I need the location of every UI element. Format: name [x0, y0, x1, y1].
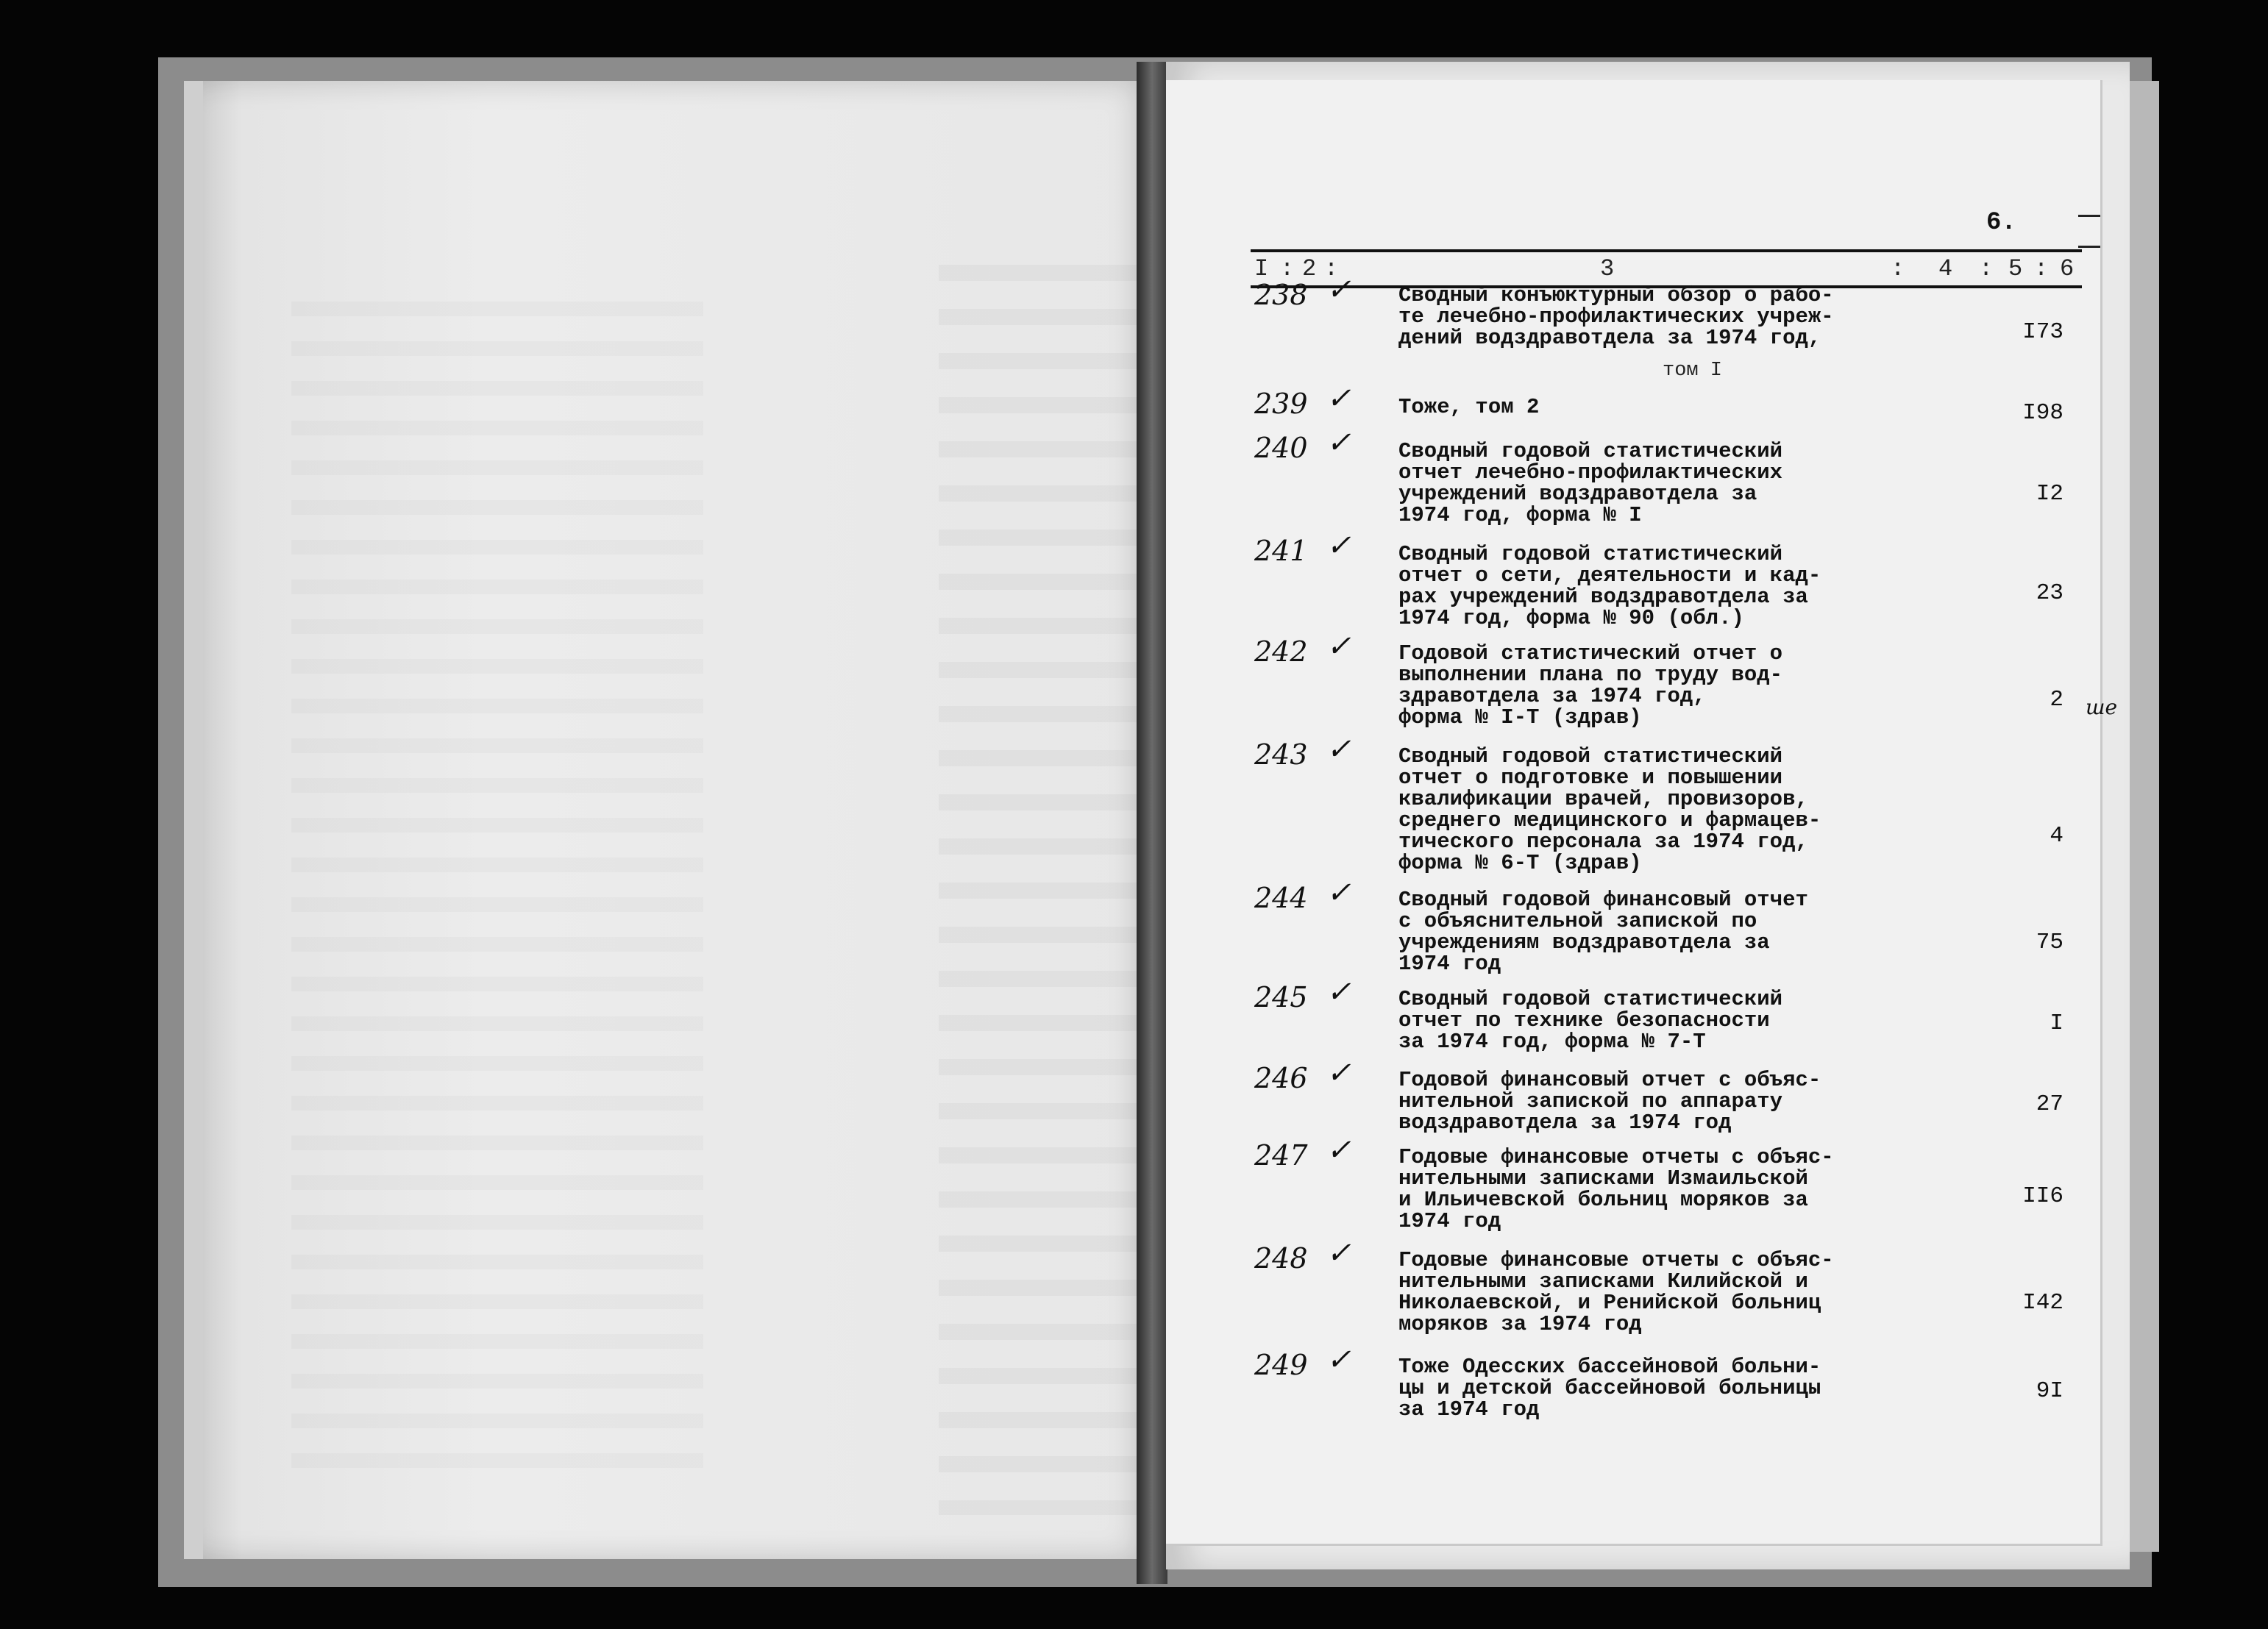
book-spine [1137, 62, 1167, 1584]
right-page [1166, 62, 2130, 1569]
entry-number: 241 [1254, 535, 1308, 567]
entry-title: Сводный годовой статистический отчет о сети, деятельности и кад- рах учреждений водздравотдела за 1974 год, форма № 90 (обл.) [1398, 542, 1821, 630]
header-separator: : [1324, 255, 1339, 282]
sheet-count: 27 [2036, 1091, 2063, 1117]
entry-title: Сводный годовой статистический отчет о подготовке и повышении квалификации врачей, провизоров, среднего медицинского и фармацев- тического персонала за 1974 год, форма № 6-Т (здрав) [1398, 744, 1821, 875]
check-mark: ✓ [1326, 732, 1351, 766]
check-mark: ✓ [1326, 975, 1351, 1009]
header-col-3: 3 [1600, 255, 1615, 282]
sheet-count: 4 [2050, 823, 2063, 849]
entry-title: Годовые финансовые отчеты с объяс- нительными записками Измаильской и Ильичевской больниц моряков за 1974 год [1398, 1145, 1834, 1233]
entry-number: 249 [1254, 1349, 1308, 1381]
margin-mark [2078, 215, 2100, 217]
entry-subtitle: том I [1663, 360, 1723, 382]
sheet-count: I2 [2036, 481, 2063, 507]
left-page-blank [184, 81, 1159, 1559]
header-col-4: 4 [1938, 255, 1953, 282]
header-col-5: 5 [2008, 255, 2023, 282]
sheet-count: 2 [2050, 687, 2063, 713]
entry-title: Сводный годовой статистический отчет по технике безопасности за 1974 год, форма № 7-Т [1398, 987, 1783, 1054]
entry-title: Годовой финансовый отчет с объяс- нительной запиской по аппарату водздравотдела за 1974 год [1398, 1068, 1821, 1135]
entry-number: 243 [1254, 738, 1308, 771]
header-separator: : [1891, 255, 1905, 282]
entry-number: 247 [1254, 1139, 1308, 1172]
entry-number: 245 [1254, 981, 1308, 1013]
entry-title: Годовые финансовые отчеты с объяс- нительными записками Килийской и Николаевской, и Ренийской больниц моряков за 1974 год [1398, 1248, 1834, 1336]
header-separator: : [1280, 255, 1295, 282]
sheet-count: 9I [2036, 1378, 2063, 1404]
page-number: 6. [1986, 209, 2016, 237]
entry-title: Сводный годовой финансовый отчет с объяснительной запиской по учреждениям водздравотдела за 1974 год [1398, 888, 1808, 976]
sheet-count: 23 [2036, 580, 2063, 606]
entry-number: 248 [1254, 1242, 1308, 1275]
entry-number: 246 [1254, 1062, 1308, 1094]
check-mark: ✓ [1326, 1236, 1351, 1270]
sheet-count: I42 [2022, 1290, 2063, 1316]
entry-title: Сводный конъюктурный обзор о рабо- те лечебно-профилактических учреж- дений водздравотдела за 1974 год, [1398, 283, 1834, 350]
inventory-sheet [1166, 80, 2102, 1546]
header-col-1: I [1254, 255, 1269, 282]
header-col-2: 2 [1302, 255, 1317, 282]
sheet-count: I [2050, 1010, 2063, 1036]
check-mark: ✓ [1326, 1056, 1351, 1090]
entry-number: 239 [1254, 388, 1308, 420]
entry-title: Тоже Одесских бассейновой больни- цы и детской бассейновой больницы за 1974 год [1398, 1355, 1821, 1422]
entry-number: 242 [1254, 635, 1308, 668]
entry-title: Тоже, том 2 [1398, 395, 1540, 419]
header-separator: : [2034, 255, 2049, 282]
entry-number: 244 [1254, 882, 1308, 914]
check-mark: ✓ [1326, 426, 1351, 460]
check-mark: ✓ [1326, 273, 1351, 307]
check-mark: ✓ [1326, 1133, 1351, 1167]
header-separator: : [1979, 255, 1994, 282]
bleed-through-text [939, 265, 1159, 1515]
check-mark: ✓ [1326, 876, 1351, 910]
entry-title: Годовой статистический отчет о выполнении плана по труду вод- здравотдела за 1974 год, форма № I-Т (здрав) [1398, 641, 1783, 730]
margin-handwriting: ше [2086, 695, 2118, 719]
sheet-count: I73 [2022, 319, 2063, 345]
entry-title: Сводный годовой статистический отчет лечебно-профилактических учреждений водздравотдела за 1974 год, форма № I [1398, 439, 1783, 527]
sheet-count: II6 [2022, 1183, 2063, 1209]
entry-number: 240 [1254, 432, 1308, 464]
check-mark: ✓ [1326, 382, 1351, 416]
sheet-count: 75 [2036, 930, 2063, 955]
check-mark: ✓ [1326, 630, 1351, 663]
entry-number: 238 [1254, 279, 1308, 311]
check-mark: ✓ [1326, 1343, 1351, 1377]
sheet-count: I98 [2022, 400, 2063, 426]
margin-mark [2078, 246, 2100, 248]
header-col-6: 6 [2060, 255, 2075, 282]
check-mark: ✓ [1326, 529, 1351, 563]
bleed-through-text [291, 302, 703, 1478]
